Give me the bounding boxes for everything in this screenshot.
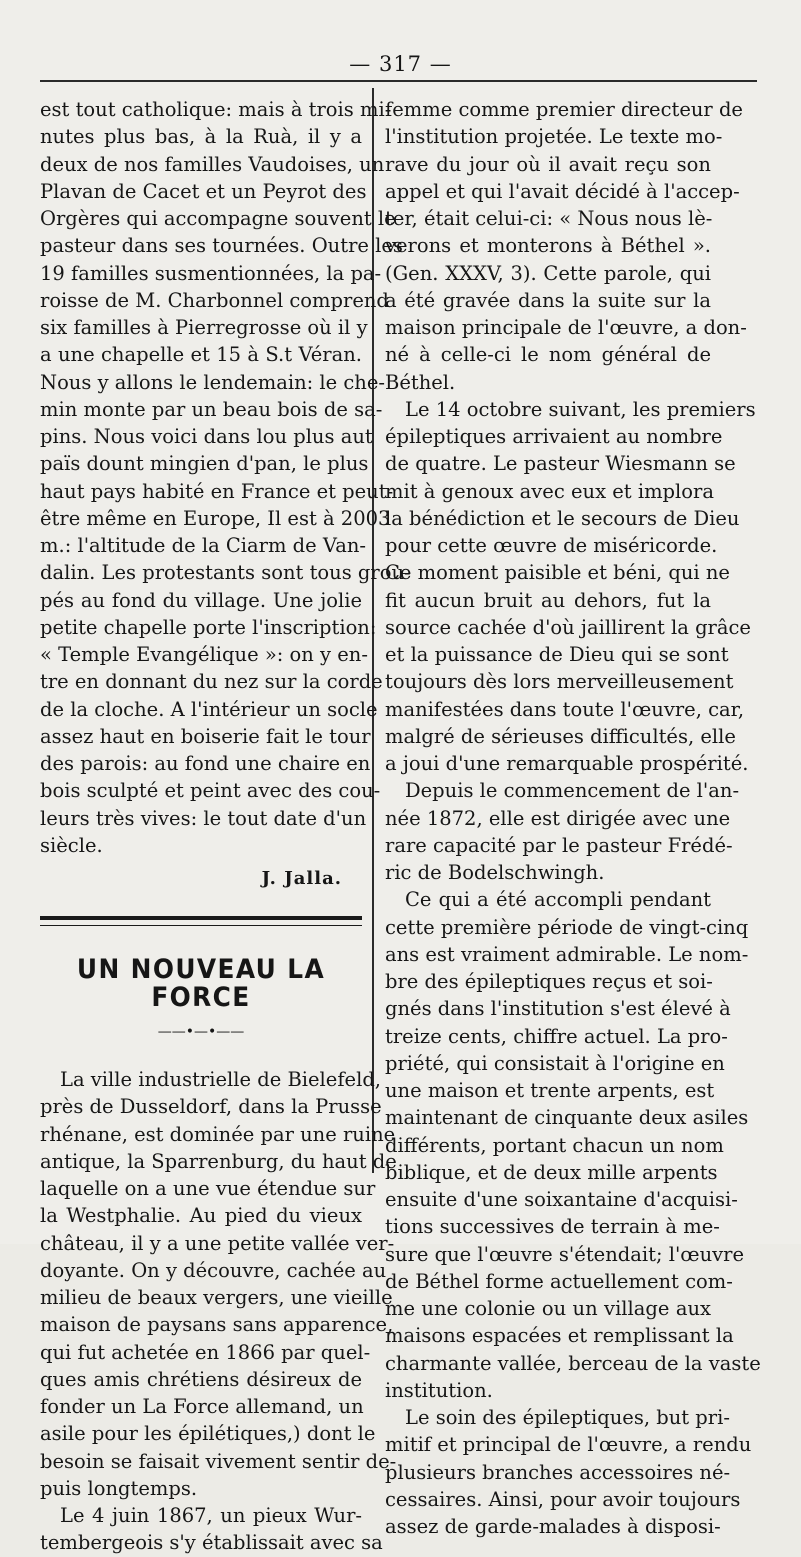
text-line: être même en Europe, Il est à 2003 [40, 506, 391, 530]
text-line: rave du jour où il avait reçu son [385, 152, 711, 176]
text-line: haut pays habité en France et peut- [40, 479, 394, 503]
text-line: rare capacité par le pasteur Frédé- [385, 833, 733, 857]
article-headline: UN NOUVEAU LA FORCE [76, 954, 326, 1013]
text-line: Orgères qui accompagne souvent le [40, 207, 396, 230]
text-line: près de Dusseldorf, dans la Prusse [40, 1095, 382, 1119]
text-line: la Westphalie. Au pied du vieux [40, 1204, 362, 1228]
text-line: plusieurs branches accessoires né- [385, 1460, 731, 1484]
text-line: verons et monterons à Béthel ». [385, 234, 711, 258]
text-line: différents, portant chacun un nom [385, 1133, 724, 1157]
text-line: Le soin des épileptiques, but pri- [405, 1406, 730, 1429]
section-separator [40, 916, 362, 926]
text-line: assez de garde-malades à disposi- [385, 1515, 721, 1538]
header-rule [40, 80, 757, 82]
text-line: pasteur dans ses tournées. Outre les [40, 234, 403, 258]
text-line: Le 14 octobre suivant, les premiers [405, 397, 756, 421]
text-line: maison principale de l'œuvre, a don- [385, 316, 747, 339]
text-line: Béthel. [385, 370, 456, 394]
text-line: doyante. On y découvre, cachée au [40, 1258, 387, 1282]
text-line: source cachée d'où jaillirent la grâce [385, 615, 751, 639]
text-line: roisse de M. Charbonnel comprend [40, 288, 389, 312]
text-line: asile pour les épilétiques,) dont le [40, 1422, 376, 1446]
text-line: tre en donnant du nez sur la corde [40, 670, 383, 694]
text-line: manifestées dans toute l'œuvre, car, [385, 697, 745, 721]
text-line: pins. Nous voici dans lou plus aut [40, 425, 373, 448]
right-column-text [385, 96, 761, 1540]
left-column [40, 96, 411, 1557]
text-line: me une colonie ou un village aux [385, 1297, 711, 1320]
text-line: « Temple Evangélique »: on y en- [40, 643, 368, 666]
text-line: maintenant de cinquante deux asiles [385, 1106, 749, 1130]
text-line: épileptiques arrivaient au nombre [385, 425, 723, 448]
text-line: mit à genoux avec eux et implora [385, 479, 714, 503]
text-line: appel et qui l'avait décidé à l'accep- [385, 179, 740, 203]
text-line: a joui d'une remarquable prospérité. [385, 752, 749, 775]
text-line: m.: l'altitude de la Ciarm de Van- [40, 534, 366, 557]
article-body-text [40, 1066, 397, 1557]
text-line: cessaires. Ainsi, pour avoir toujours [385, 1487, 741, 1511]
text-line: gnés dans l'institution s'est élevé à [385, 997, 731, 1021]
text-line: Nous y allons le lendemain: le che- [40, 370, 385, 394]
text-line: bre des épileptiques reçus et soi- [385, 970, 713, 993]
text-line: ter, était celui-ci: « Nous nous lè- [385, 207, 713, 230]
page-number: — 317 — [349, 52, 452, 76]
text-line: fonder un La Force allemand, un [40, 1395, 364, 1418]
text-line: priété, qui consistait à l'origine en [385, 1051, 725, 1075]
text-line: dalin. Les protestants sont tous grou- [40, 561, 411, 585]
text-line: des parois: au fond une chaire en [40, 752, 371, 775]
author-signature: J. Jalla. [261, 868, 342, 889]
text-line: cette première période de vingt-cinq [385, 915, 749, 939]
text-line: née 1872, elle est dirigée avec une [385, 806, 731, 830]
text-line: 19 familles susmentionnées, la pa- [40, 261, 382, 285]
right-column [385, 96, 761, 1540]
text-line: Le 4 juin 1867, un pieux Wur- [60, 1504, 362, 1527]
text-line: bois sculpté et peint avec des cou- [40, 779, 381, 803]
text-line: (Gen. XXXV, 3). Cette parole, qui [385, 261, 711, 285]
text-line: une maison et trente arpents, est [385, 1079, 715, 1102]
text-line: ric de Bodelschwingh. [385, 861, 605, 884]
text-line: Plavan de Cacet et un Peyrot des [40, 179, 367, 203]
text-line: Ce moment paisible et béni, qui ne [385, 561, 730, 585]
text-line: de quatre. Le pasteur Wiesmann se [385, 452, 736, 476]
text-line: château, il y a une petite vallée ver- [40, 1231, 395, 1255]
text-line: sure que l'œuvre s'étendait; l'œuvre [385, 1242, 745, 1266]
text-line: mitif et principal de l'œuvre, a rendu [385, 1433, 752, 1457]
text-line: pés au fond du village. Une jolie [40, 588, 362, 612]
text-line: nutes plus bas, à la Ruà, il y a [40, 125, 362, 149]
text-line: a une chapelle et 15 à S.t Véran. [40, 343, 362, 367]
text-line: Depuis le commencement de l'an- [405, 779, 740, 803]
text-line: païs dount mingien d'pan, le plus [40, 452, 369, 476]
text-line: min monte par un beau bois de sa- [40, 397, 383, 421]
text-line: La ville industrielle de Bielefeld, [60, 1068, 382, 1091]
text-line: a été gravée dans la suite sur la [385, 288, 711, 312]
text-line: petite chapelle porte l'inscription: [40, 615, 377, 639]
text-line: treize cents, chiffre actuel. La pro- [385, 1024, 728, 1048]
text-line: leurs très vives: le tout date d'un [40, 806, 367, 830]
text-line: institution. [385, 1378, 493, 1402]
text-line: et la puissance de Dieu qui se sont [385, 643, 729, 666]
text-line: ensuite d'une soixantaine d'acquisi- [385, 1188, 738, 1211]
text-line: antique, la Sparrenburg, du haut de [40, 1149, 397, 1173]
text-line: né à celle-ci le nom général de [385, 343, 711, 367]
text-line: siècle. [40, 833, 103, 857]
text-line: ans est vraiment admirable. Le nom- [385, 942, 749, 966]
text-line: charmante vallée, berceau de la vaste [385, 1351, 761, 1375]
text-line: l'institution projetée. Le texte mo- [385, 125, 723, 149]
text-line: laquelle on a une vue étendue sur [40, 1177, 376, 1200]
text-line: deux de nos familles Vaudoises, un [40, 152, 385, 176]
text-line: milieu de beaux vergers, une vieille [40, 1286, 393, 1309]
text-line: fit aucun bruit au dehors, fut la [385, 588, 711, 612]
text-line: ques amis chrétiens désireux de [40, 1367, 362, 1391]
left-column-text [40, 96, 411, 859]
text-line: six familles à Pierregrosse où il y [40, 316, 368, 339]
text-line: besoin se faisait vivement sentir de- [40, 1449, 397, 1473]
headline-ornament: ——•—•—— [157, 1023, 245, 1040]
text-line: tembergeois s'y établissait avec sa [40, 1531, 383, 1555]
text-line: de la cloche. A l'intérieur un socle [40, 697, 378, 721]
text-line: maisons espacées et remplissant la [385, 1324, 734, 1348]
text-line: pour cette œuvre de miséricorde. [385, 534, 718, 557]
text-line: toujours dès lors merveilleusement [385, 670, 734, 694]
text-line: malgré de sérieuses difficultés, elle [385, 724, 736, 748]
text-line: la bénédiction et le secours de Dieu [385, 506, 740, 530]
text-line: biblique, et de deux mille arpents [385, 1160, 718, 1184]
text-line: est tout catholique: mais à trois mi- [40, 98, 392, 121]
text-line: qui fut achetée en 1866 par quel- [40, 1340, 371, 1364]
text-line: puis longtemps. [40, 1476, 198, 1500]
text-line: rhénane, est dominée par une ruine [40, 1122, 396, 1146]
text-line: de Béthel forme actuellement com- [385, 1269, 733, 1293]
text-line: tions successives de terrain à me- [385, 1215, 720, 1239]
text-line: assez haut en boiserie fait le tour [40, 724, 371, 748]
text-line: maison de paysans sans apparence, [40, 1313, 394, 1337]
text-line: femme comme premier directeur de [385, 98, 743, 121]
text-line: Ce qui a été accompli pendant [405, 888, 711, 912]
